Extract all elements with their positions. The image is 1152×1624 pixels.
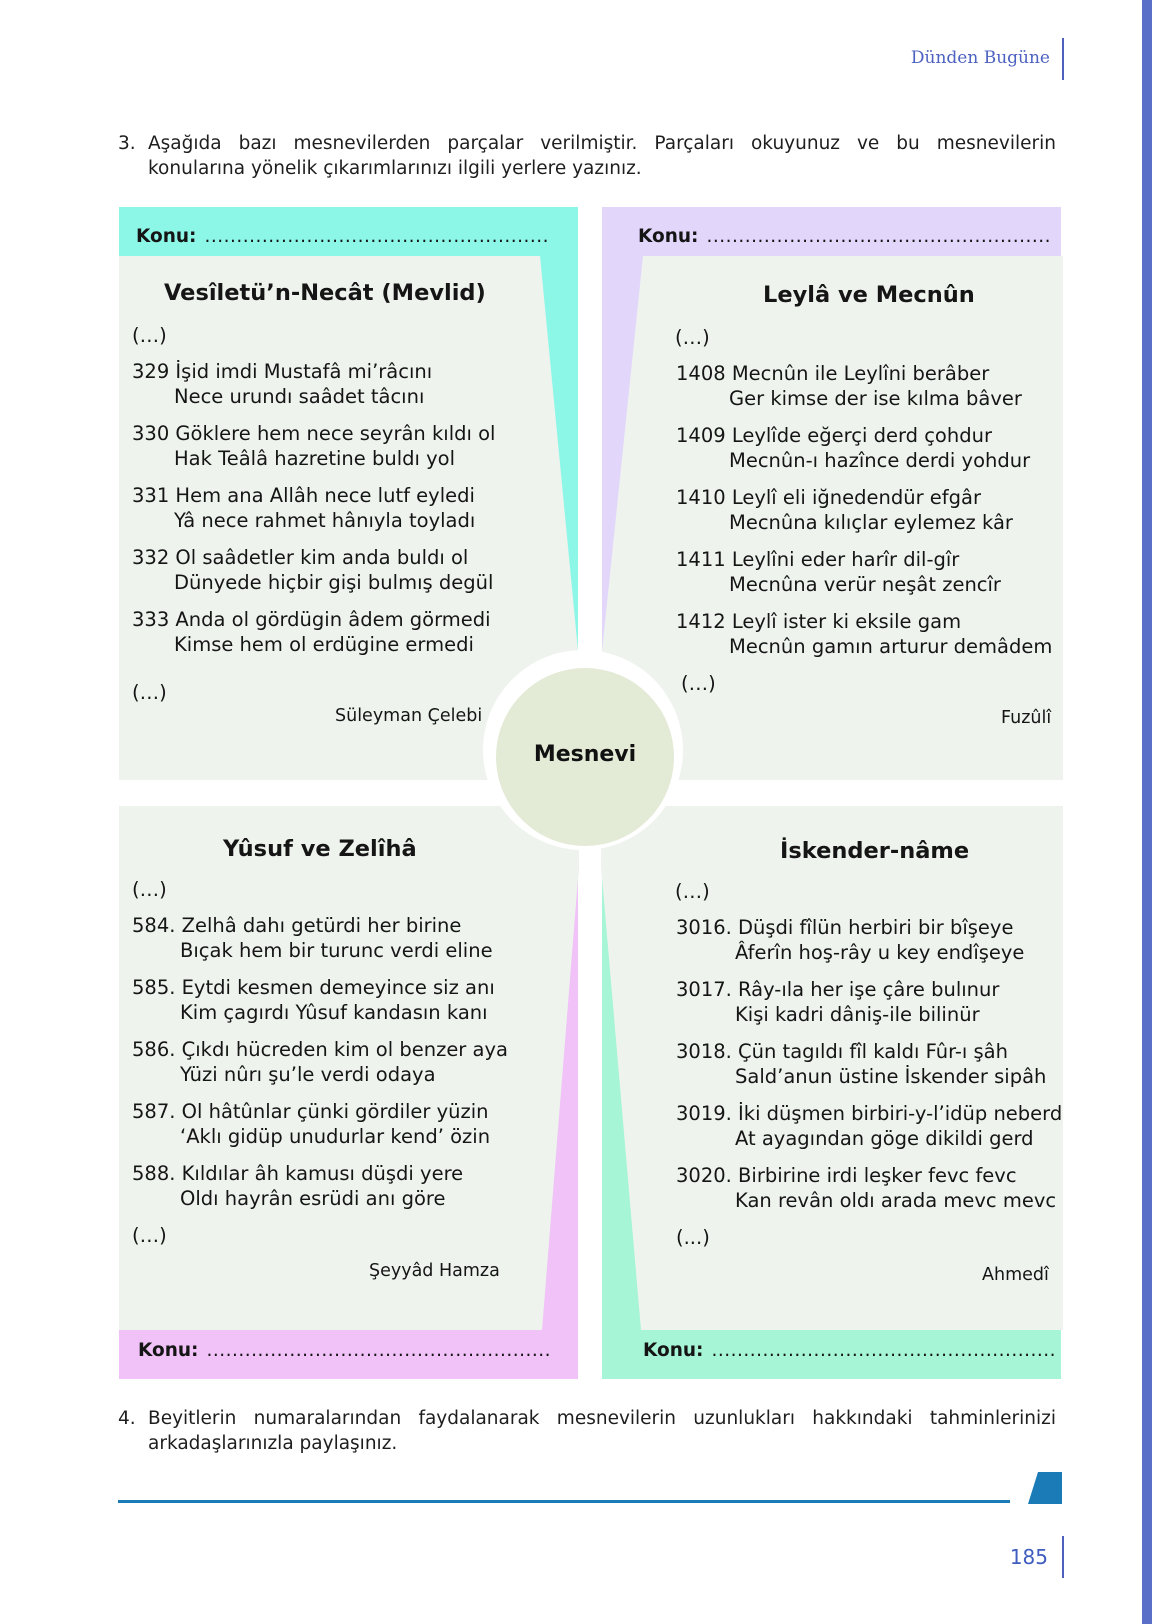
konu-label: Konu: [138, 1340, 199, 1361]
ellipsis-bottom: (…) [132, 1224, 167, 1247]
couplet-line-1: 3019. İki düşmen birbiri-y-l’idüp neberd [676, 1102, 1063, 1125]
question-3-number: 3. [118, 133, 136, 154]
couplet-line-1: 584. Zelhâ dahı getürdi her birine [132, 914, 462, 937]
couplet-line-1: 585. Eytdi kesmen demeyince siz anı [132, 976, 495, 999]
couplet-line-2: Kim çagırdı Yûsuf kandasın kanı [180, 1001, 488, 1024]
couplet [676, 361, 1022, 411]
konu-field-top-right[interactable] [638, 226, 1051, 247]
couplet-line-1: 1410 Leylî eli iğnedendür efgâr [676, 486, 981, 509]
couplet-line-1: 1408 Mecnûn ile Leylîni berâber [676, 362, 990, 385]
page-number-divider [1062, 1536, 1064, 1578]
couplet-line-2: Yüzi nûrı şu’le verdi odaya [180, 1063, 436, 1086]
couplet-line-1: 330 Göklere hem nece seyrân kıldı ol [132, 422, 496, 445]
couplet-line-1: 333 Anda ol gördügin âdem görmedi [132, 608, 491, 631]
question-4-text: Beyitlerin numaralarından faydalanarak mesnevilerin uzunlukları hakkındaki tahminlerinizi arkadaşlarınızla paylaşınız. [148, 1408, 1056, 1454]
konu-field-top-left[interactable] [136, 226, 549, 247]
couplet-line-2: Âferîn hoş-rây u key endîşeye [735, 941, 1025, 964]
couplet-line-2: Hak Teâlâ hazretine buldı yol [174, 447, 455, 470]
couplet-line-2: Mecnûn gamın arturur demâdem [729, 635, 1053, 658]
couplet-line-1: 1412 Leylî ister ki eksile gam [676, 610, 962, 633]
couplet [132, 1099, 490, 1149]
couplet-line-1: 3020. Birbirine irdi leşker fevc fevc [676, 1164, 1017, 1187]
footer-rule [118, 1500, 1010, 1503]
couplet-line-2: Kan revân oldı arada mevc mevc [735, 1189, 1057, 1212]
couplet [132, 975, 495, 1025]
couplet [676, 485, 1013, 535]
couplet-line-1: 331 Hem ana Allâh nece lutf eyledi [132, 484, 475, 507]
couplet [676, 1039, 1046, 1089]
couplet [132, 913, 493, 963]
couplet-line-2: Mecnûna verür neşât zencîr [729, 573, 1001, 596]
couplet-line-2: Oldı hayrân esrüdi anı göre [180, 1187, 446, 1210]
couplet-line-1: 1409 Leylîde eğerçi derd çohdur [676, 424, 992, 447]
couplet [676, 915, 1024, 965]
ellipsis-bottom: (…) [681, 672, 716, 695]
footer-accent-block [1028, 1472, 1062, 1504]
konu-label: Konu: [136, 226, 197, 247]
couplet [132, 483, 475, 533]
running-header: Dünden Bugüne [910, 48, 1050, 68]
couplet [132, 607, 491, 657]
poem-title: Vesîletü’n-Necât (Mevlid) [164, 280, 486, 306]
couplet [132, 545, 493, 595]
couplet-line-2: Kişi kadri dâniş-ile bilinür [735, 1003, 980, 1026]
page-number: 185 [1009, 1545, 1048, 1569]
couplet-line-1: 3018. Çün tagıldı fîl kaldı Fûr-ı şâh [676, 1040, 1008, 1063]
poem-title: Leylâ ve Mecnûn [763, 282, 975, 308]
ellipsis-top: (…) [132, 324, 167, 347]
konu-blank: ...................................................... [711, 1340, 1057, 1361]
couplet-line-1: 587. Ol hâtûnlar çünki gördiler yüzin [132, 1100, 489, 1123]
ellipsis-top: (…) [675, 880, 710, 903]
couplet-line-1: 332 Ol saâdetler kim anda buldı ol [132, 546, 469, 569]
poem-title: Yûsuf ve Zelîhâ [223, 836, 417, 862]
konu-field-bottom-left[interactable] [138, 1340, 551, 1361]
couplet-line-1: 588. Kıldılar âh kamusı düşdi yere [132, 1162, 464, 1185]
ellipsis-bottom: (…) [132, 681, 167, 704]
poem-author: Ahmedî [982, 1265, 1049, 1285]
question-3-text: Aşağıda bazı mesnevilerden parçalar verilmiştir. Parçaları okuyunuz ve bu mesnevilerin konularına yönelik çıkarımlarınızı ilgili yerlere yazınız. [148, 133, 1056, 179]
question-4 [118, 1406, 1056, 1456]
couplet-line-2: Kimse hem ol erdügine ermedi [174, 633, 474, 656]
couplet-line-2: At ayagından göge dikildi gerd [735, 1127, 1034, 1150]
couplet-line-2: Mecnûn-ı hazînce derdi yohdur [729, 449, 1031, 472]
couplet-line-1: 329 İşid imdi Mustafâ mi’râcını [132, 360, 433, 383]
konu-blank: ...................................................... [206, 1340, 552, 1361]
header-divider [1062, 38, 1064, 80]
couplet [132, 359, 432, 409]
poem-author: Şeyyâd Hamza [369, 1261, 500, 1281]
couplet [676, 547, 1001, 597]
konu-blank: ...................................................... [706, 226, 1052, 247]
couplet-line-2: Yâ nece rahmet hânıyla toyladı [174, 509, 476, 532]
couplet [676, 977, 999, 1027]
couplet [676, 1163, 1056, 1213]
couplet-line-2: Nece urundı saâdet tâcını [174, 385, 425, 408]
ellipsis-bottom: (...) [676, 1226, 710, 1249]
center-label: Mesnevi [533, 742, 637, 767]
side-accent-bar [1142, 0, 1152, 1624]
couplet-line-2: Bıçak hem bir turunc verdi eline [180, 939, 493, 962]
couplet-line-1: 586. Çıkdı hücreden kim ol benzer aya [132, 1038, 508, 1061]
question-3 [118, 131, 1056, 181]
konu-label: Konu: [643, 1340, 704, 1361]
konu-label: Konu: [638, 226, 699, 247]
couplet [676, 423, 1030, 473]
couplet-line-1: 3017. Rây-ıla her işe çâre bulınur [676, 978, 1000, 1001]
ellipsis-top: (…) [132, 878, 167, 901]
couplet-line-2: ‘Aklı gidüp unudurlar kend’ özin [180, 1125, 491, 1148]
couplet-line-2: Dünyede hiçbir gişi bulmış degül [174, 571, 494, 594]
konu-blank: ...................................................... [204, 226, 550, 247]
poem-author: Süleyman Çelebi [335, 706, 483, 726]
ellipsis-top: (…) [675, 326, 710, 349]
question-4-number: 4. [118, 1408, 136, 1429]
couplet [132, 421, 495, 471]
couplet-line-2: Sald’anun üstine İskender sipâh [735, 1065, 1047, 1088]
couplet [676, 1101, 1062, 1151]
couplet-line-1: 3016. Düşdi fîlün herbiri bir bîşeye [676, 916, 1014, 939]
poem-title: İskender-nâme [780, 838, 970, 864]
couplet [132, 1161, 463, 1211]
couplet-line-2: Mecnûna kılıçlar eylemez kâr [729, 511, 1013, 534]
konu-field-bottom-right[interactable] [643, 1340, 1056, 1361]
couplet-line-1: 1411 Leylîni eder harîr dil-gîr [676, 548, 960, 571]
couplet [676, 609, 1052, 659]
poem-author: Fuzûlî [1001, 708, 1052, 728]
couplet [132, 1037, 508, 1087]
couplet-line-2: Ger kimse der ise kılma bâver [729, 387, 1022, 410]
